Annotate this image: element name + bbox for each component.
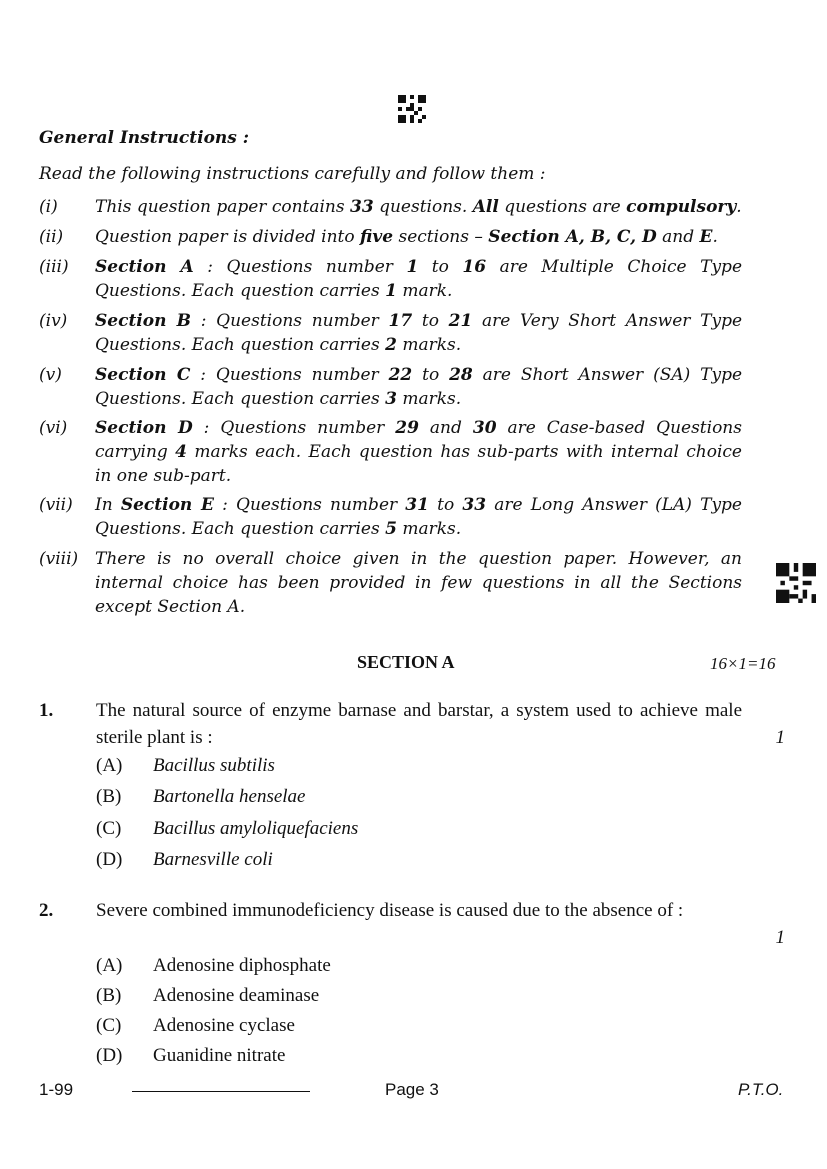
option-label: (C): [96, 818, 122, 839]
option-label: (D): [96, 849, 123, 870]
option-label: (A): [96, 955, 123, 976]
instruction-item: [39, 363, 742, 411]
question-text: Severe combined immunodeficiency disease is caused due to the absence of :: [96, 900, 684, 921]
instruction-number: (ii): [39, 227, 64, 247]
instruction-number: (vii): [39, 495, 73, 515]
question: [39, 697, 785, 751]
instruction-text: Section B : Questions number 17 to 21 are Very Short Answer Type Questions. Each question carries 2 marks.: [95, 311, 743, 355]
option-text: Adenosine diphosphate: [153, 955, 331, 976]
instruction-number: (viii): [39, 549, 79, 569]
question-text: The natural source of enzyme barnase and barstar, a system used to achieve male sterile plant is :: [96, 700, 742, 748]
option-text: Barnesville coli: [153, 849, 273, 870]
instruction-text: In Section E : Questions number 31 to 33 are Long Answer (LA) Type Questions. Each question carries 5 marks.: [95, 495, 742, 539]
option-label: (A): [96, 755, 123, 776]
general-instructions-intro: Read the following instructions carefully and follow them :: [39, 164, 546, 184]
instruction-number: (v): [39, 365, 62, 385]
instruction-item: [39, 309, 742, 357]
instruction-text: There is no overall choice given in the question paper. However, an internal choice has been provided in few questions in all the Sections except Section A.: [95, 549, 742, 617]
instruction-number: (i): [39, 197, 58, 217]
option: [96, 1045, 285, 1067]
option: [96, 985, 319, 1007]
instruction-number: (iv): [39, 311, 68, 331]
qr-code-icon: [776, 563, 816, 603]
question-marks: 1: [775, 727, 785, 748]
instruction-item: [39, 416, 742, 488]
option: [96, 818, 358, 840]
pto-label: P.T.O.: [738, 1080, 784, 1099]
instruction-number: (iii): [39, 257, 69, 277]
option-label: (C): [96, 1015, 122, 1036]
general-instructions-title: General Instructions :: [39, 128, 250, 148]
qr-code-icon: [398, 95, 426, 123]
option-label: (D): [96, 1045, 123, 1066]
option: [96, 755, 275, 777]
option-text: Guanidine nitrate: [153, 1045, 286, 1066]
instruction-text: Question paper is divided into five sections – Section A, B, C, D and E.: [95, 227, 718, 247]
instruction-text: Section D : Questions number 29 and 30 are Case-based Questions carrying 4 marks each. Each question has sub-parts with internal choice in one sub-part.: [95, 418, 742, 486]
instruction-item: [39, 255, 742, 303]
option-text: Bartonella henselae: [153, 786, 306, 807]
option: [96, 955, 331, 977]
question-marks: 1: [775, 927, 785, 948]
option: [96, 849, 273, 871]
instruction-number: (vi): [39, 418, 68, 438]
instruction-item: [39, 547, 742, 619]
question-number: 2.: [39, 900, 54, 921]
option-text: Bacillus amyloliquefaciens: [153, 818, 359, 839]
option-label: (B): [96, 985, 122, 1006]
footer-divider: [132, 1091, 310, 1092]
instruction-text: Section C : Questions number 22 to 28 are Short Answer (SA) Type Questions. Each question carries 3 marks.: [95, 365, 743, 409]
instruction-text: Section A : Questions number 1 to 16 are Multiple Choice Type Questions. Each question carries 1 mark.: [95, 257, 743, 301]
instruction-text: This question paper contains 33 questions. All questions are compulsory.: [95, 197, 742, 217]
page-number: Page 3: [385, 1080, 439, 1099]
instruction-item: [39, 493, 742, 541]
option-text: Adenosine deaminase: [153, 985, 320, 1006]
option-text: Adenosine cyclase: [153, 1015, 295, 1036]
option-label: (B): [96, 786, 122, 807]
instruction-item: [39, 195, 742, 219]
section-marks: 16×1=16: [710, 654, 776, 673]
question-number: 1.: [39, 700, 54, 721]
option: [96, 1015, 295, 1037]
question: [39, 897, 785, 948]
section-title: SECTION A: [357, 652, 455, 672]
instruction-item: [39, 225, 742, 249]
option: [96, 786, 306, 808]
option-text: Bacillus subtilis: [153, 755, 275, 776]
paper-code: 1-99: [39, 1080, 74, 1099]
